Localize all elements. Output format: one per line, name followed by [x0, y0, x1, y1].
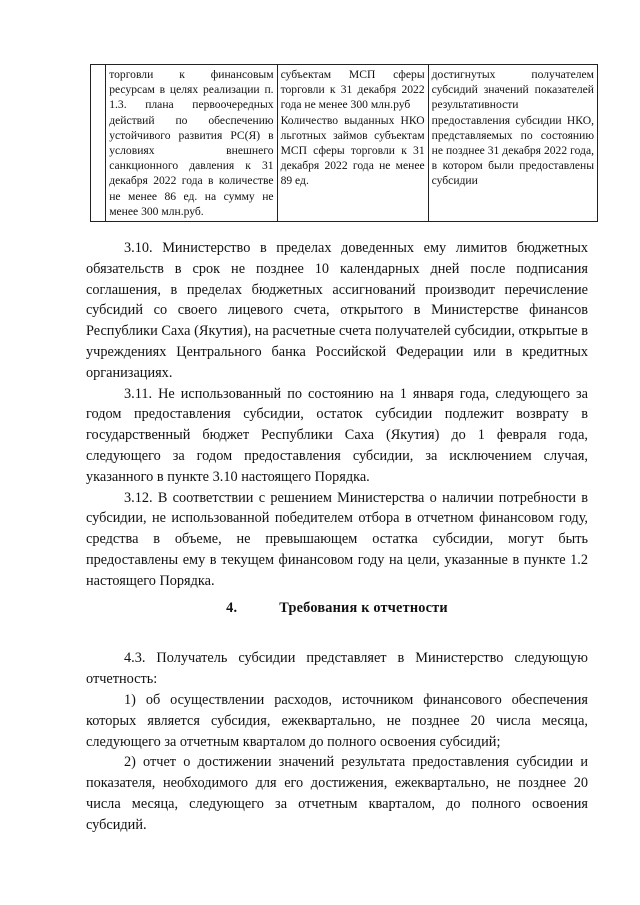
section-number: 4. — [226, 599, 238, 616]
table-row — [91, 65, 598, 222]
indicator-text-b: Количество выданных НКО льготных займов субъектам МСП сферы торговли к 31 декабря 2022 года не менее 89 ед. — [280, 113, 425, 188]
paragraph-3-12: 3.12. В соответствии с решением Министерства о наличии потребности в субсидии, не использованной победителем отбора в отчетном финансовом году, средства в объеме, не превышающем остатка субсидии, могут быть предоставлены ему в текущем финансовом году на цели, указанные в пункте 1.2 настоящего Порядка. — [86, 489, 588, 589]
section-title: Требования к отчетности — [279, 599, 448, 616]
list-item-1: 1) об осуществлении расходов, источником финансового обеспечения которых является субсидия, ежеквартально, не позднее 20 числа месяца, следующего за отчетным кварталом до полного освоения субсидий; — [86, 691, 588, 750]
indicator-table-fragment — [90, 64, 598, 222]
table-cell-target: торговли к финансовым ресурсам в целях реализации п. 1.3. плана первоочередных действий по обеспечению устойчивого развития РС(Я) в условиях внешнего санкционного давления к 31 декабря 2022 года в количестве не менее 86 ед. на сумму не менее 300 млн.руб. — [106, 65, 277, 222]
table-cell-reporting: достигнутых получателем субсидий значений показателей результативности предоставления субсидии НКО, представляемых по состоянию не позднее 31 декабря 2022 года, в котором были предоставлены субсидии — [428, 65, 597, 222]
paragraph-3-10: 3.10. Министерство в пределах доведенных ему лимитов бюджетных обязательств в срок не позднее 10 календарных дней после подписания соглашения, в пределах бюджетных ассигнований производит перечисление субсидий со своего лицевого счета, открытого в Министерстве финансов Республики Саха (Якутия), на расчетные счета получателей субсидии, открытые в учреждениях Центрального банка Российской Федерации или в кредитных организациях. — [86, 240, 588, 381]
list-item-2: 2) отчет о достижении значений результата предоставления субсидии и показателя, необходимого для его достижения, ежеквартально, не позднее 20 числа месяца, следующего за отчетным кварталом, до полного освоения субсидий. — [86, 754, 588, 833]
paragraph-4-3: 4.3. Получатель субсидии представляет в Министерство следующую отчетность: — [86, 650, 588, 688]
body-text — [86, 238, 588, 836]
table-cell-empty — [91, 65, 106, 222]
paragraph-3-11: 3.11. Не использованный по состоянию на 1 января года, следующего за годом предоставления субсидии, остаток субсидии подлежит возврату в государственный бюджет Республики Саха (Якутия) до 1 февраля года, следующего за годом предоставления субсидии, за исключением случая, указанного в пункте 3.10 настоящего Порядка. — [86, 385, 588, 485]
indicator-text-a: субъектам МСП сферы торговли к 31 декабря 2022 года не менее 300 млн.руб — [280, 68, 425, 112]
section-heading — [86, 598, 588, 619]
table-cell-indicators — [277, 65, 428, 222]
